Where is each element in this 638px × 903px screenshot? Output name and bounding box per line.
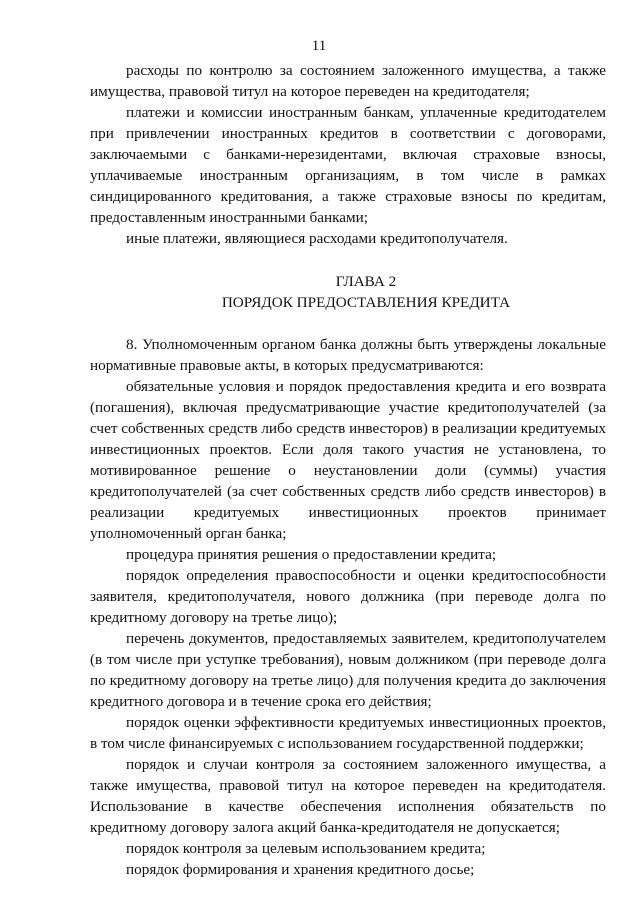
- document-body: [90, 60, 606, 880]
- paragraph: порядок оценки эффективности кредитуемых инвестиционных проектов, в том числе финансируемых с использованием государственной поддержки;: [90, 714, 606, 752]
- paragraph: иные платежи, являющиеся расходами кредитополучателя.: [126, 230, 508, 247]
- paragraph: расходы по контролю за состоянием заложенного имущества, а также имущества, правовой титул на которое переведен на кредитодателя;: [90, 62, 606, 100]
- paragraph: порядок и случаи контроля за состоянием заложенного имущества, а также имущества, правовой титул на которое переведен на кредитодателя. Использование в качестве обеспечения исполнения обязательств по кредитному договору залога акций банка-кредитодателя не допускается;: [90, 756, 606, 836]
- paragraph: перечень документов, предоставляемых заявителем, кредитополучателем (в том числе при уступке требования), новым должником (при переводе долга по кредитному договору на третье лицо) для получения кредита до заключения кредитного договора и в течение срока его действия;: [90, 630, 606, 710]
- paragraph: порядок контроля за целевым использованием кредита;: [126, 840, 486, 857]
- paragraph: порядок формирования и хранения кредитного досье;: [126, 861, 475, 878]
- chapter-number: ГЛАВА 2: [335, 273, 397, 290]
- chapter-title: ПОРЯДОК ПРЕДОСТАВЛЕНИЯ КРЕДИТА: [221, 294, 511, 311]
- page-number: 11: [311, 38, 327, 54]
- paragraph: платежи и комиссии иностранным банкам, уплаченные кредитодателем при привлечении иностранных кредитов в соответствии с договорами, заключаемыми с банками-нерезидентами, включая страховые взносы, уплачиваемые иностранным организациям, в том числе в рамках синдицированного кредитования, а также страховые взносы по кредитам, предоставленным иностранными банками;: [90, 104, 606, 226]
- paragraph: процедура принятия решения о предоставлении кредита;: [126, 546, 497, 563]
- paragraph: порядок определения правоспособности и оценки кредитоспособности заявителя, кредитополучателя, нового должника (при переводе долга по кредитному договору на третье лицо);: [90, 567, 606, 626]
- paragraph: 8. Уполномоченным органом банка должны быть утверждены локальные нормативные правовые акты, в которых предусматриваются:: [90, 336, 606, 374]
- paragraph: обязательные условия и порядок предоставления кредита и его возврата (погашения), включая предусматривающие участие кредитополучателей (за счет собственных средств либо средств инвесторов) в реализации кредитуемых инвестиционных проектов. Если доля такого участия не установлена, то мотивированное решение о неустановлении доли (суммы) участия кредитополучателей (за счет собственных средств либо средств инвесторов) в реализации кредитуемых инвестиционных проектов принимает уполномоченный орган банка;: [90, 378, 606, 542]
